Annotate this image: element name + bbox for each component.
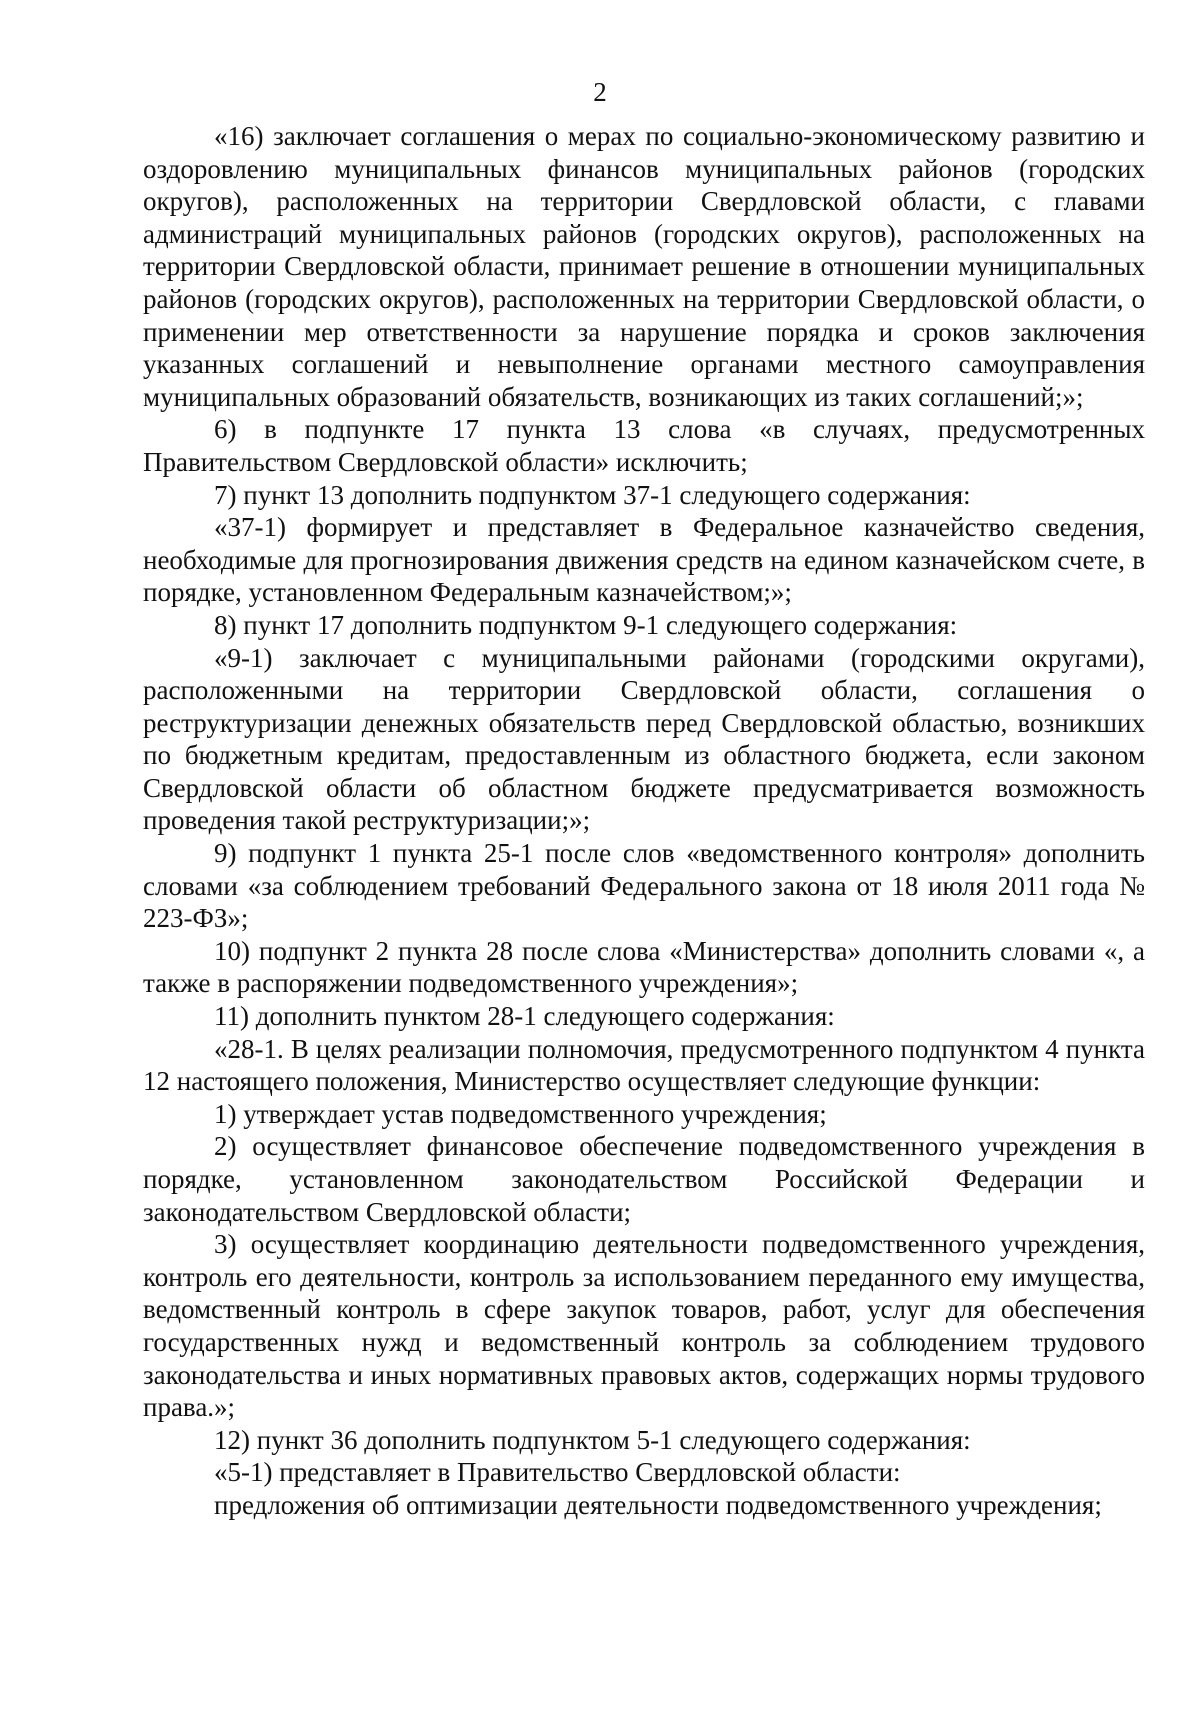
- paragraph-item-8: 8) пункт 17 дополнить подпунктом 9-1 следующего содержания:: [214, 609, 958, 640]
- paragraph-item-6: 6) в подпункте 17 пункта 13 слова «в случаях, предусмотренных Правительством Свердловской области» исключить;: [143, 414, 1145, 477]
- document-body: [143, 120, 1145, 1522]
- paragraph-function-1: 1) утверждает устав подведомственного учреждения;: [214, 1098, 827, 1129]
- paragraph-item-10: 10) подпункт 2 пункта 28 после слова «Министерства» дополнить словами «, а также в распоряжении подведомственного учреждения»;: [143, 935, 1145, 999]
- paragraph-item-12: 12) пункт 36 дополнить подпунктом 5-1 следующего содержания:: [214, 1424, 971, 1455]
- paragraph-5-1: «5-1) представляет в Правительство Свердловской области:: [214, 1457, 901, 1488]
- paragraph-function-2: 2) осуществляет финансовое обеспечение подведомственного учреждения в порядке, установленном законодательством Российской Федерации и законодательством Свердловской области;: [143, 1131, 1145, 1227]
- paragraph-9-1: «9-1) заключает с муниципальными районами (городскими округами), расположенными на территории Свердловской области, соглашения о реструктуризации денежных обязательств перед Свердловской областью, возникших по бюджетным кредитам, предоставленным из областного бюджета, если законом Свердловской области об областном бюджете предусматривается возможность проведения такой реструктуризации;»;: [143, 642, 1145, 836]
- page-number: 2: [593, 77, 607, 107]
- paragraph-item-9: 9) подпункт 1 пункта 25-1 после слов «ведомственного контроля» дополнить словами «за соблюдением требований Федерального закона от 18 июля 2011 года № 223-ФЗ»;: [143, 838, 1145, 934]
- paragraph-16-soglasheniya: «16) заключает соглашения о мерах по социально-экономическому развитию и оздоровлению муниципальных финансов муниципальных районов (городских округов), расположенных на территории Свердловской области, с главами администраций муниципальных районов (городских округов), расположенных на территории Свердловской области, принимает решение в отношении муниципальных районов (городских округов), расположенных на территории Свердловской области, о применении мер ответственности за нарушение порядка и сроков заключения указанных соглашений и невыполнение органами местного самоуправления муниципальных образований обязательств, возникающих из таких соглашений;»;: [143, 121, 1145, 412]
- paragraph-function-3: 3) осуществляет координацию деятельности подведомственного учреждения, контроль его деятельности, контроль за использованием переданного ему имущества, ведомственный контроль в сфере закупок товаров, работ, услуг для обеспечения государственных нужд и ведомственный контроль за соблюдением трудового законодательства и иных нормативных правовых актов, содержащих нормы трудового права.»;: [143, 1229, 1145, 1423]
- paragraph-37-1: «37-1) формирует и представляет в Федеральное казначейство сведения, необходимые для прогнозирования движения средств на едином казначейском счете, в порядке, установленном Федеральным казначейством;»;: [143, 512, 1145, 608]
- paragraph-item-7: 7) пункт 13 дополнить подпунктом 37-1 следующего содержания:: [214, 479, 971, 510]
- paragraph-28-1: «28-1. В целях реализации полномочия, предусмотренного подпунктом 4 пункта 12 настоящего положения, Министерство осуществляет следующие функции:: [143, 1033, 1145, 1097]
- paragraph-item-11: 11) дополнить пунктом 28-1 следующего содержания:: [214, 1001, 835, 1032]
- paragraph-predlozheniya: предложения об оптимизации деятельности подведомственного учреждения;: [214, 1489, 1102, 1520]
